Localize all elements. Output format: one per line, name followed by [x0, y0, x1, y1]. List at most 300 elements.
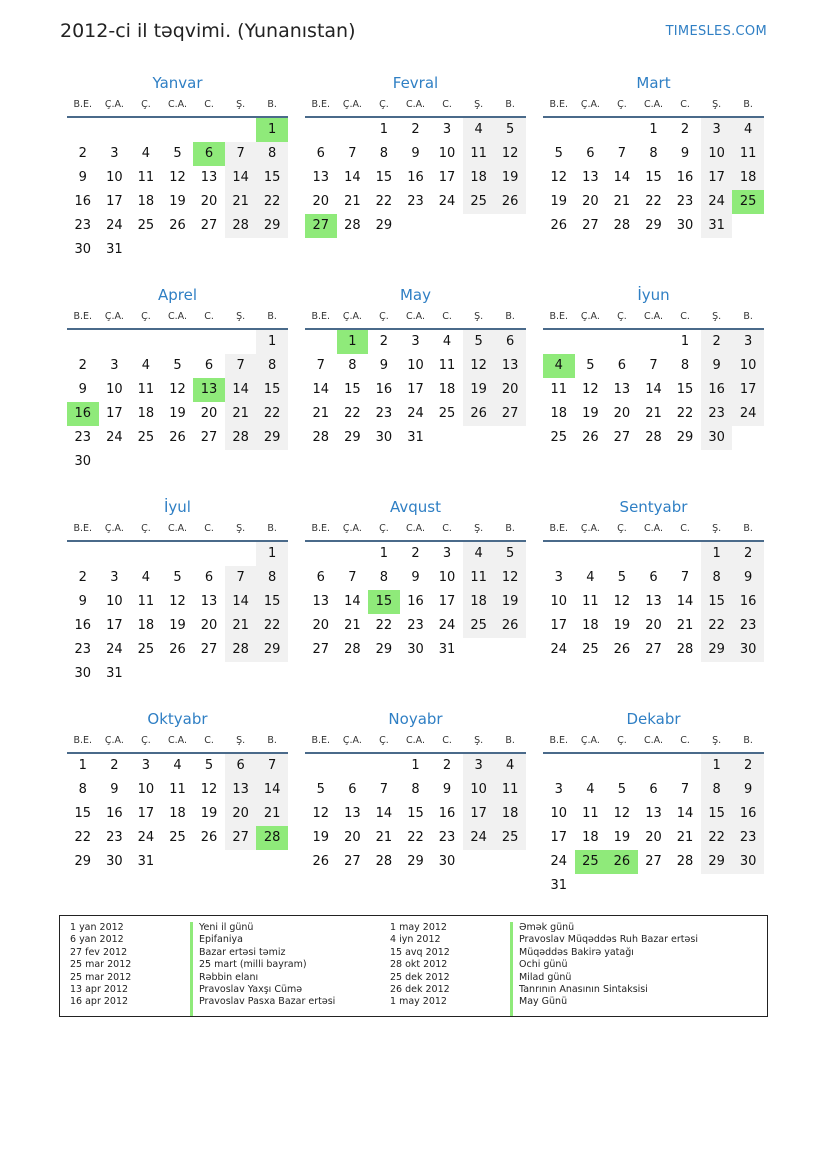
day-cell: 21 — [312, 406, 330, 421]
day-cell: 2 — [379, 334, 389, 349]
weekday-label: C. — [204, 523, 214, 534]
holiday-legend — [59, 915, 768, 1017]
day-cell: 31 — [550, 878, 568, 893]
day-cell: 22 — [74, 830, 92, 845]
day-cell: 27 — [613, 430, 631, 445]
day-cell: 29 — [256, 426, 288, 450]
day-cell: 25 — [169, 830, 186, 845]
day-cell: 29 — [256, 638, 288, 662]
day-cell: 5 — [316, 782, 325, 797]
weekday-label: Ş. — [474, 99, 484, 110]
day-cell: 14 — [225, 166, 257, 190]
weekday-label: B. — [267, 99, 277, 110]
day-cell: 31 — [106, 666, 123, 681]
day-cell: 6 — [204, 358, 214, 373]
day-cell: 16 — [74, 194, 92, 209]
day-cell: 19 — [312, 830, 330, 845]
day-cell: 28 — [676, 854, 694, 869]
weekday-label: C. — [204, 735, 214, 746]
day-cell: 22 — [375, 194, 393, 209]
days-grid — [543, 330, 764, 450]
day-empty — [638, 754, 670, 778]
weekday-label: C. — [442, 99, 452, 110]
day-cell: 9 — [732, 778, 764, 802]
weekday-header — [305, 94, 526, 118]
day-cell: 27 — [200, 218, 218, 233]
month-name: Dekabr — [626, 710, 681, 728]
days-grid — [305, 330, 526, 450]
weekday-label: C. — [442, 735, 452, 746]
day-cell: 13 — [200, 170, 218, 185]
day-cell: 25 — [463, 614, 495, 638]
day-cell: 23 — [74, 218, 92, 233]
day-cell: 27 — [344, 854, 361, 869]
day-cell: 20 — [200, 618, 218, 633]
day-cell: 5 — [173, 146, 182, 161]
weekday-label: B. — [505, 735, 515, 746]
legend-date: 25 mar 2012 — [70, 959, 132, 971]
weekday-label: C.A. — [167, 523, 187, 534]
day-cell: 9 — [78, 170, 87, 185]
day-cell: 1 — [701, 754, 733, 778]
weekday-header — [543, 94, 764, 118]
day-cell: 26 — [494, 614, 526, 638]
day-cell: 14 — [312, 382, 330, 397]
day-cell: 12 — [312, 806, 330, 821]
weekday-label: C.A. — [167, 99, 187, 110]
days-grid — [67, 542, 288, 686]
day-cell: 7 — [379, 782, 389, 797]
month-calendar — [67, 284, 288, 496]
day-cell: 11 — [137, 170, 155, 185]
day-cell: 10 — [438, 146, 456, 161]
day-cell: 30 — [74, 666, 92, 681]
day-cell: 11 — [550, 382, 568, 397]
day-cell: 13 — [645, 806, 662, 821]
day-cell: 11 — [169, 782, 186, 797]
months-grid — [67, 72, 764, 920]
day-empty — [130, 118, 162, 142]
weekday-label: Ç. — [379, 99, 389, 110]
month-calendar — [543, 284, 764, 496]
day-empty — [638, 330, 670, 354]
day-cell: 11 — [582, 594, 599, 609]
legend-holiday-name: Əmək günü — [519, 922, 575, 933]
weekday-header — [543, 518, 764, 542]
day-empty — [67, 542, 99, 566]
day-cell: 22 — [344, 406, 361, 421]
weekday-label: Ş. — [712, 311, 722, 322]
day-holiday: 16 — [67, 402, 99, 426]
day-cell: 29 — [74, 854, 92, 869]
weekday-header — [305, 306, 526, 330]
day-cell: 21 — [676, 618, 694, 633]
month-name: İyul — [164, 498, 191, 516]
day-cell: 19 — [463, 378, 495, 402]
weekday-label: B. — [267, 735, 277, 746]
weekday-label: B. — [743, 735, 753, 746]
day-cell: 29 — [701, 638, 733, 662]
day-cell: 15 — [375, 170, 393, 185]
day-cell: 29 — [375, 218, 393, 233]
legend-dates-left — [70, 922, 190, 1016]
day-cell: 10 — [106, 170, 123, 185]
day-cell: 15 — [74, 806, 92, 821]
day-cell: 2 — [411, 546, 420, 561]
day-cell: 23 — [74, 430, 92, 445]
day-cell: 28 — [225, 214, 257, 238]
day-cell: 22 — [645, 194, 662, 209]
weekday-label: C.A. — [405, 523, 425, 534]
day-cell: 2 — [680, 122, 690, 137]
weekday-label: Ç.A. — [342, 735, 362, 746]
day-cell: 5 — [204, 758, 214, 773]
weekday-header — [305, 518, 526, 542]
day-cell: 19 — [200, 806, 218, 821]
day-cell: 31 — [106, 242, 123, 257]
day-empty — [669, 542, 701, 566]
day-cell: 20 — [312, 194, 330, 209]
day-empty — [337, 754, 369, 778]
day-cell: 28 — [344, 642, 361, 657]
day-cell: 8 — [379, 146, 389, 161]
weekday-label: Ç.A. — [104, 311, 124, 322]
weekday-label: B. — [505, 311, 515, 322]
day-cell: 24 — [550, 854, 568, 869]
day-empty — [162, 542, 194, 566]
day-empty — [305, 118, 337, 142]
day-empty — [638, 542, 670, 566]
weekday-label: B. — [505, 99, 515, 110]
day-cell: 28 — [613, 218, 631, 233]
weekday-label: Ç.A. — [104, 99, 124, 110]
day-cell: 30 — [701, 426, 733, 450]
weekday-header — [543, 730, 764, 754]
day-cell: 10 — [407, 358, 424, 373]
day-cell: 13 — [344, 806, 361, 821]
day-cell: 9 — [110, 782, 119, 797]
day-cell: 18 — [137, 406, 155, 421]
day-cell: 14 — [375, 806, 393, 821]
day-cell: 21 — [344, 194, 361, 209]
day-cell: 25 — [550, 430, 568, 445]
day-cell: 23 — [106, 830, 123, 845]
day-cell: 4 — [586, 570, 595, 585]
weekday-label: B.E. — [311, 99, 331, 110]
day-cell: 17 — [550, 618, 568, 633]
weekday-label: Ç.A. — [580, 735, 600, 746]
weekday-label: Ç. — [141, 311, 151, 322]
weekday-label: Ç.A. — [342, 311, 362, 322]
day-holiday: 25 — [575, 850, 607, 874]
weekday-label: B.E. — [311, 523, 331, 534]
day-cell: 12 — [169, 594, 186, 609]
weekday-label: Ş. — [236, 735, 246, 746]
day-cell: 11 — [494, 778, 526, 802]
weekday-label: C.A. — [167, 311, 187, 322]
day-cell: 12 — [613, 806, 631, 821]
day-empty — [606, 118, 638, 142]
month-name: May — [399, 286, 431, 304]
month-name: Avqust — [390, 498, 441, 516]
day-cell: 22 — [375, 618, 393, 633]
day-cell: 25 — [582, 642, 599, 657]
day-cell: 27 — [582, 218, 599, 233]
day-cell: 19 — [494, 590, 526, 614]
month-name: Sentyabr — [619, 498, 688, 516]
day-cell: 12 — [494, 142, 526, 166]
day-cell: 21 — [225, 402, 257, 426]
day-cell: 31 — [137, 854, 155, 869]
day-cell: 26 — [312, 854, 330, 869]
day-cell: 12 — [169, 170, 186, 185]
day-holiday: 1 — [337, 330, 369, 354]
day-cell: 27 — [200, 642, 218, 657]
day-cell: 30 — [732, 850, 764, 874]
day-empty — [162, 118, 194, 142]
day-cell: 6 — [649, 782, 658, 797]
day-cell: 15 — [344, 382, 361, 397]
legend-date: 28 okt 2012 — [390, 959, 448, 971]
day-cell: 26 — [463, 402, 495, 426]
day-cell: 13 — [613, 382, 631, 397]
day-cell: 18 — [169, 806, 186, 821]
day-cell: 30 — [732, 638, 764, 662]
day-cell: 15 — [256, 378, 288, 402]
day-cell: 20 — [344, 830, 361, 845]
weekday-label: B.E. — [549, 523, 569, 534]
weekday-label: C. — [442, 311, 452, 322]
day-cell: 5 — [494, 118, 526, 142]
day-cell: 12 — [582, 382, 599, 397]
day-cell: 9 — [411, 146, 420, 161]
day-cell: 4 — [463, 542, 495, 566]
day-empty — [575, 542, 607, 566]
day-empty — [305, 330, 337, 354]
day-empty — [368, 754, 400, 778]
day-cell: 23 — [732, 826, 764, 850]
legend-date: 25 dek 2012 — [390, 971, 450, 983]
day-cell: 12 — [200, 782, 218, 797]
day-cell: 26 — [550, 218, 568, 233]
days-grid — [67, 330, 288, 474]
weekday-label: C.A. — [643, 99, 663, 110]
day-cell: 27 — [225, 826, 257, 850]
day-cell: 5 — [617, 782, 627, 797]
day-cell: 6 — [586, 146, 595, 161]
day-cell: 17 — [550, 830, 568, 845]
weekday-label: C. — [680, 735, 690, 746]
day-cell: 15 — [256, 590, 288, 614]
weekday-label: C.A. — [405, 735, 425, 746]
day-cell: 4 — [442, 334, 452, 349]
day-cell: 11 — [463, 566, 495, 590]
month-calendar — [305, 72, 526, 284]
day-holiday: 25 — [732, 190, 764, 214]
legend-date: 1 yan 2012 — [70, 922, 124, 933]
day-cell: 22 — [256, 614, 288, 638]
day-cell: 6 — [649, 570, 658, 585]
day-cell: 6 — [617, 358, 627, 373]
day-cell: 14 — [256, 778, 288, 802]
day-empty — [543, 330, 575, 354]
day-cell: 19 — [550, 194, 568, 209]
weekday-label: Ç. — [379, 735, 389, 746]
month-calendar — [543, 72, 764, 284]
day-cell: 17 — [106, 194, 123, 209]
weekday-label: C. — [204, 99, 214, 110]
day-cell: 30 — [375, 430, 393, 445]
day-cell: 14 — [344, 594, 361, 609]
day-cell: 6 — [316, 570, 325, 585]
month-calendar — [67, 72, 288, 284]
day-cell: 9 — [701, 354, 733, 378]
day-cell: 10 — [463, 778, 495, 802]
day-cell: 2 — [442, 758, 452, 773]
legend-date: 13 apr 2012 — [70, 984, 129, 996]
day-cell: 18 — [438, 382, 456, 397]
day-cell: 9 — [379, 358, 389, 373]
day-empty — [543, 542, 575, 566]
day-cell: 16 — [676, 170, 694, 185]
day-cell: 9 — [442, 782, 452, 797]
legend-holiday-name: Pravoslav Müqəddəs Ruh Bazar ertəsi — [519, 934, 698, 946]
day-cell: 30 — [438, 854, 456, 869]
brand-link[interactable]: TIMESLES.COM — [665, 24, 767, 39]
legend-date: 16 apr 2012 — [70, 996, 129, 1008]
weekday-label: B.E. — [549, 99, 569, 110]
day-cell: 4 — [463, 118, 495, 142]
days-grid — [305, 754, 526, 874]
day-cell: 14 — [613, 170, 631, 185]
day-cell: 11 — [137, 594, 155, 609]
day-cell: 18 — [550, 406, 568, 421]
day-empty — [130, 330, 162, 354]
weekday-label: B. — [743, 311, 753, 322]
day-cell: 14 — [225, 378, 257, 402]
weekday-label: B.E. — [311, 311, 331, 322]
day-cell: 7 — [256, 754, 288, 778]
legend-names-right — [510, 922, 760, 1016]
day-cell: 29 — [256, 214, 288, 238]
day-cell: 8 — [701, 566, 733, 590]
day-empty — [193, 118, 225, 142]
weekday-label: C.A. — [643, 735, 663, 746]
legend-date: 25 mar 2012 — [70, 971, 132, 983]
weekday-header — [67, 730, 288, 754]
day-cell: 20 — [200, 406, 218, 421]
day-cell: 17 — [438, 170, 456, 185]
day-cell: 18 — [463, 590, 495, 614]
day-cell: 5 — [494, 542, 526, 566]
day-empty — [193, 542, 225, 566]
legend-holiday-name: Yeni il günü — [199, 922, 254, 933]
day-cell: 15 — [676, 382, 694, 397]
weekday-header — [67, 94, 288, 118]
weekday-label: Ç.A. — [580, 99, 600, 110]
weekday-label: C. — [680, 99, 690, 110]
day-cell: 27 — [200, 430, 218, 445]
day-cell: 10 — [106, 382, 123, 397]
day-cell: 29 — [407, 854, 424, 869]
day-cell: 17 — [438, 594, 456, 609]
day-cell: 3 — [554, 570, 563, 585]
day-empty — [225, 330, 257, 354]
day-cell: 1 — [701, 542, 733, 566]
weekday-label: Ş. — [474, 311, 484, 322]
day-cell: 12 — [494, 566, 526, 590]
day-cell: 23 — [676, 194, 694, 209]
month-name: İyun — [637, 286, 670, 304]
day-cell: 26 — [582, 430, 599, 445]
legend-date: 1 may 2012 — [390, 996, 447, 1008]
day-cell: 12 — [463, 354, 495, 378]
day-cell: 21 — [344, 618, 361, 633]
day-cell: 3 — [732, 330, 764, 354]
day-cell: 6 — [348, 782, 357, 797]
day-cell: 16 — [74, 618, 92, 633]
day-cell: 11 — [137, 382, 155, 397]
day-cell: 13 — [582, 170, 599, 185]
day-cell: 15 — [407, 806, 424, 821]
days-grid — [543, 542, 764, 662]
legend-holiday-name: Pravoslav Pasxa Bazar ertəsi — [199, 996, 336, 1008]
day-cell: 5 — [554, 146, 563, 161]
day-cell: 10 — [732, 354, 764, 378]
day-cell: 5 — [463, 330, 495, 354]
day-empty — [193, 330, 225, 354]
day-cell: 25 — [137, 430, 155, 445]
day-cell: 8 — [649, 146, 658, 161]
legend-date: 4 iyn 2012 — [390, 934, 441, 946]
day-holiday: 28 — [256, 826, 288, 850]
day-cell: 9 — [78, 594, 87, 609]
day-cell: 24 — [438, 618, 456, 633]
day-cell: 7 — [348, 146, 357, 161]
day-cell: 1 — [78, 758, 87, 773]
day-cell: 18 — [732, 166, 764, 190]
day-cell: 14 — [645, 382, 662, 397]
day-cell: 15 — [701, 590, 733, 614]
day-cell: 18 — [582, 618, 599, 633]
day-cell: 21 — [256, 802, 288, 826]
day-cell: 16 — [407, 594, 424, 609]
day-cell: 21 — [225, 614, 257, 638]
day-cell: 27 — [645, 854, 662, 869]
day-empty — [543, 754, 575, 778]
day-empty — [575, 118, 607, 142]
day-holiday: 26 — [606, 850, 638, 874]
weekday-label: Ç.A. — [580, 311, 600, 322]
day-cell: 18 — [137, 618, 155, 633]
day-empty — [162, 330, 194, 354]
day-cell: 13 — [312, 594, 330, 609]
legend-holiday-name: 25 mart (milli bayram) — [199, 959, 307, 971]
day-cell: 29 — [645, 218, 662, 233]
day-cell: 16 — [407, 170, 424, 185]
day-cell: 10 — [701, 142, 733, 166]
day-cell: 27 — [494, 402, 526, 426]
day-cell: 19 — [494, 166, 526, 190]
day-cell: 18 — [463, 166, 495, 190]
day-cell: 8 — [348, 358, 357, 373]
day-cell: 26 — [200, 830, 218, 845]
day-cell: 22 — [407, 830, 424, 845]
day-cell: 21 — [613, 194, 631, 209]
legend-date: 1 may 2012 — [390, 922, 447, 933]
day-cell: 3 — [110, 570, 119, 585]
day-cell: 4 — [586, 782, 595, 797]
